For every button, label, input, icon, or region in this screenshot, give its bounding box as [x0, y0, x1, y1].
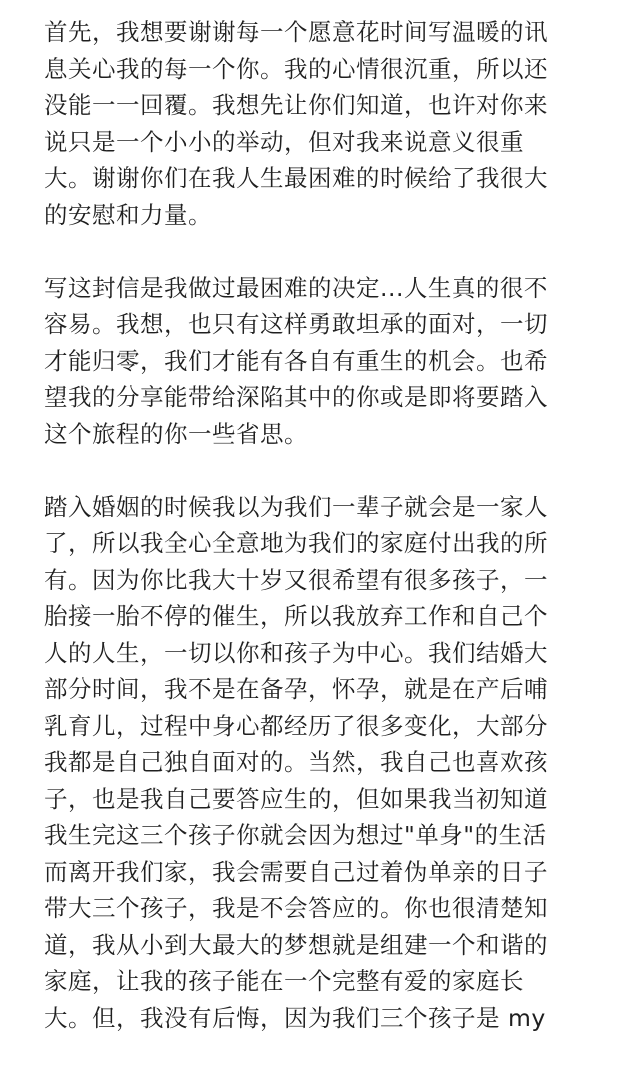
paragraph-1 [44, 14, 604, 233]
text-line: 大。但，我没有后悔，因为我们三个孩子是 my [44, 1003, 546, 1032]
text-line: 胎接一胎不停的催生，所以我放弃工作和自己个 [44, 602, 548, 630]
text-line: 家庭，让我的孩子能在一个完整有爱的家庭长 [44, 967, 524, 995]
paragraph-3 [44, 489, 604, 1037]
text-line: 了，所以我全心全意地为我们的家庭付出我的所 [44, 529, 548, 557]
text-line: 道，我从小到大最大的梦想就是组建一个和谐的 [44, 930, 548, 959]
text-line: 说只是一个小小的举动，但对我来说意义很重 [44, 127, 524, 156]
text-line: 没能一一回覆。我想先让你们知道，也许对你来 [44, 91, 548, 119]
text-line: 才能归零，我们才能有各自有重生的机会。也希 [44, 346, 548, 375]
text-line: 部分时间，我不是在备孕，怀孕，就是在产后哺 [44, 675, 548, 703]
text-line: 望我的分享能带给深陷其中的你或是即将要踏入 [44, 383, 548, 411]
text-line: 踏入婚姻的时候我以为我们一辈子就会是一家人 [44, 492, 548, 521]
text-line: 这个旅程的你一些省思。 [44, 419, 308, 448]
text-line: 乳育儿，过程中身心都经历了很多变化，大部分 [44, 711, 548, 740]
text-line: 首先，我想要谢谢每一个愿意花时间写温暖的讯 [44, 18, 548, 46]
text-line: 有。因为你比我大十岁又很希望有很多孩子，一 [44, 565, 548, 594]
text-line: 容易。我想，也只有这样勇敢坦承的面对，一切 [44, 310, 548, 338]
text-line: 的安慰和力量。 [44, 200, 212, 229]
text-line: 大。谢谢你们在我人生最困难的时候给了我很大 [44, 164, 548, 192]
text-line: 我都是自己独自面对的。当然，我自己也喜欢孩 [44, 748, 548, 776]
text-line: 带大三个孩子，我是不会答应的。你也很清楚知 [44, 894, 548, 922]
letter-document [44, 14, 604, 1073]
text-line: 而离开我们家，我会需要自己过着伪单亲的日子 [44, 857, 548, 886]
text-line: 息关心我的每一个你。我的心情很沉重，所以还 [44, 54, 548, 83]
text-line: 子，也是我自己要答应生的，但如果我当初知道 [44, 784, 548, 813]
text-line: 写这封信是我做过最困难的决定...人生真的很不 [44, 273, 548, 302]
paragraph-2 [44, 270, 604, 453]
text-line: 人的人生，一切以你和孩子为中心。我们结婚大 [44, 638, 548, 667]
text-line: 我生完这三个孩子你就会因为想过"单身"的生活 [44, 821, 547, 849]
